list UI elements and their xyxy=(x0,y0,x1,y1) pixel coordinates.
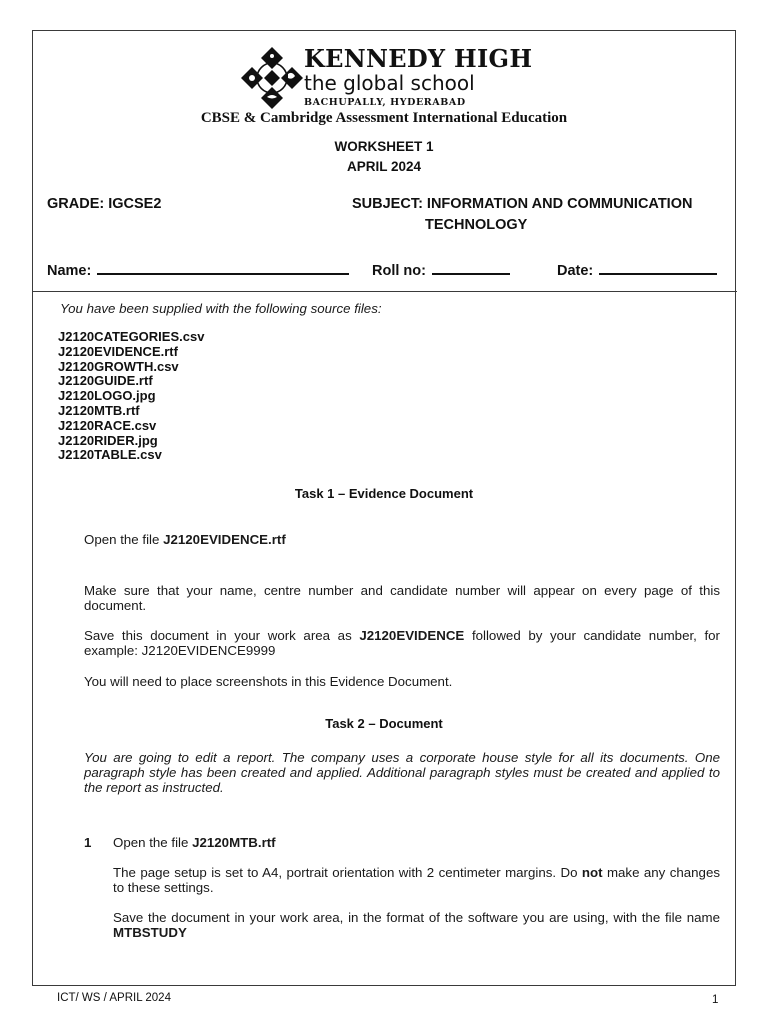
subject-label-line2: TECHNOLOGY xyxy=(425,217,528,233)
roll-blank[interactable] xyxy=(432,259,510,275)
header-divider xyxy=(32,291,737,292)
worksheet-title: WORKSHEET 1 xyxy=(334,139,434,154)
step1-save-bold: MTBSTUDY xyxy=(113,925,187,940)
step1-save-prefix: Save the document in your work area, in the format of the software you are using, with the file name xyxy=(113,910,720,925)
step1-setup-prefix: The page setup is set to A4, portrait orientation with 2 centimeter margins. Do xyxy=(113,865,582,880)
task1-open-prefix: Open the file xyxy=(84,532,164,547)
source-file: J2120LOGO.jpg xyxy=(58,388,156,404)
name-label: Name: xyxy=(47,263,92,279)
source-file: J2120RIDER.jpg xyxy=(58,432,158,448)
task1-para2-bold: J2120EVIDENCE xyxy=(359,628,465,643)
roll-label: Roll no: xyxy=(372,263,426,279)
source-file: J2120GUIDE.rtf xyxy=(58,373,153,389)
date-blank[interactable] xyxy=(599,259,717,275)
source-file: J2120MTB.rtf xyxy=(58,402,140,418)
roll-field[interactable] xyxy=(372,259,510,279)
subject-label-line1: SUBJECT: INFORMATION AND COMMUNICATION xyxy=(352,196,693,212)
school-crest-icon xyxy=(238,44,304,110)
page-number: 1 xyxy=(712,994,719,1006)
name-field[interactable] xyxy=(47,259,349,279)
source-file: J2120GROWTH.csv xyxy=(58,358,179,374)
task2-intro: You are going to edit a report. The company uses a corporate house style for all its documents. One paragraph style has been created and applied. Additional paragraph styles must be created and applied to the report as instructed. xyxy=(84,750,720,795)
source-files-intro: You have been supplied with the following source files: xyxy=(60,301,382,316)
worksheet-date: APRIL 2024 xyxy=(346,159,422,174)
step1-setup-bold: not xyxy=(581,865,603,880)
step1-open-instruction xyxy=(113,835,276,850)
task1-para2 xyxy=(84,628,720,658)
source-file: J2120TABLE.csv xyxy=(58,447,162,463)
source-file: J2120EVIDENCE.rtf xyxy=(58,343,178,359)
task1-para2-prefix: Save this document in your work area as xyxy=(84,628,360,643)
date-field[interactable] xyxy=(557,259,717,279)
step1-save-instruction xyxy=(113,910,720,940)
task1-para3: You will need to place screenshots in this Evidence Document. xyxy=(84,674,453,689)
school-logo xyxy=(238,44,538,110)
date-label: Date: xyxy=(557,263,594,279)
step1-setup-suffix: make any changes to these settings. xyxy=(113,865,720,895)
source-file-list xyxy=(58,330,204,463)
task1-para2-suffix: followed by your candidate number, for example: J2120EVIDENCE9999 xyxy=(84,628,720,658)
source-file: J2120RACE.csv xyxy=(58,417,157,433)
task1-para1: Make sure that your name, centre number and candidate number will appear on every page of this document. xyxy=(84,583,720,613)
footer-reference: ICT/ WS / APRIL 2024 xyxy=(57,992,171,1004)
name-blank[interactable] xyxy=(97,259,349,275)
school-tagline: the global school xyxy=(304,71,475,95)
task1-open-file: J2120EVIDENCE.rtf xyxy=(163,532,286,547)
task1-open-instruction xyxy=(84,532,286,547)
step1-open-prefix: Open the file xyxy=(113,835,193,850)
school-location: BACHUPALLY, HYDERABAD xyxy=(304,97,466,108)
school-name: KENNEDY HIGH xyxy=(304,44,533,73)
step1-page-setup xyxy=(113,865,720,895)
source-file: J2120CATEGORIES.csv xyxy=(58,329,205,344)
task1-title: Task 1 – Evidence Document xyxy=(294,486,474,501)
examination-board: CBSE & Cambridge Assessment International Education xyxy=(200,110,568,126)
grade-label: GRADE: IGCSE2 xyxy=(47,196,162,212)
task2-title: Task 2 – Document xyxy=(325,716,443,731)
step-number: 1 xyxy=(84,835,92,850)
step1-open-file: J2120MTB.rtf xyxy=(192,835,276,850)
